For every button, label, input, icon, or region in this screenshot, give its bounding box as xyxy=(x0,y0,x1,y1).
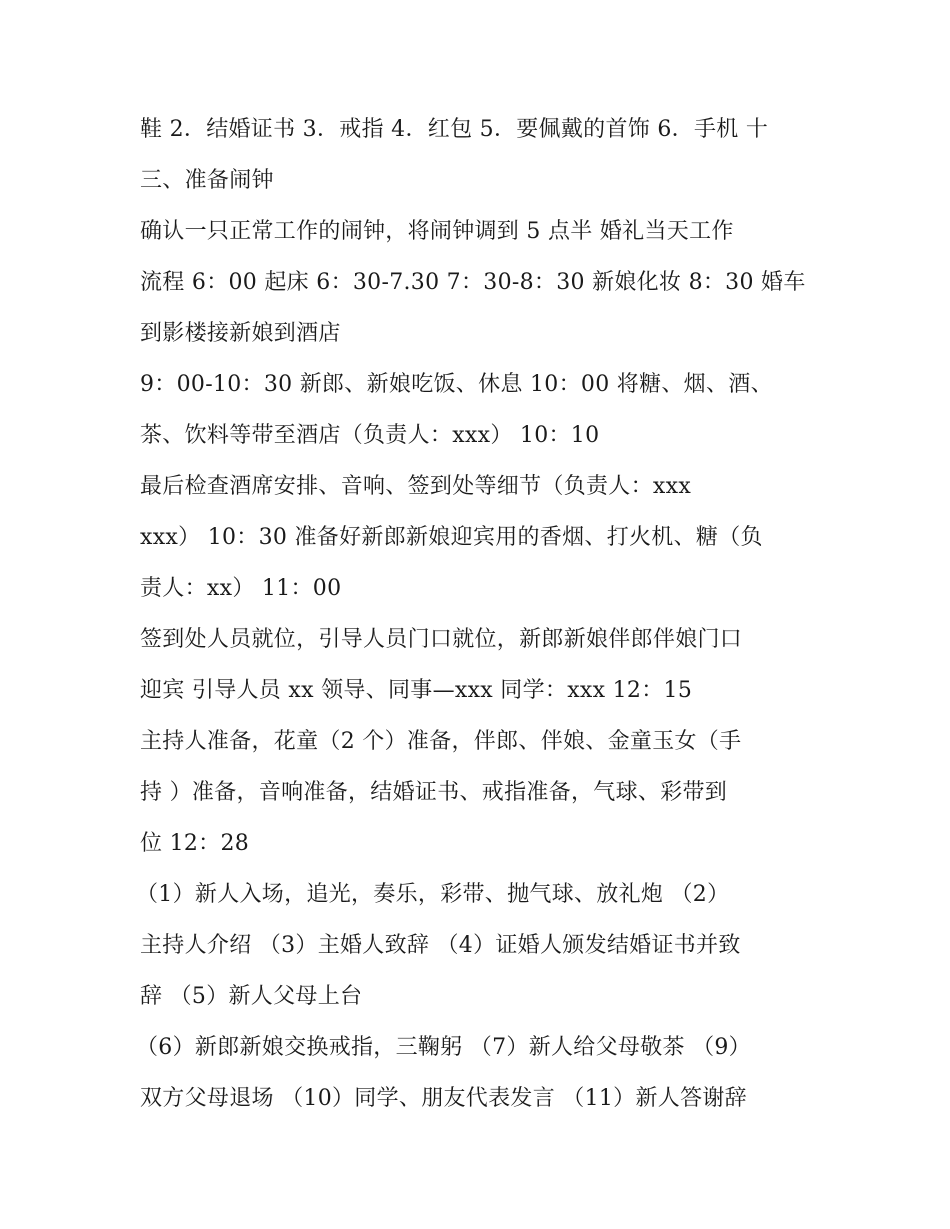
text-line: 到影楼接新娘到酒店 xyxy=(140,321,341,346)
text-line: 迎宾 引导人员 xx 领导、同事—xxx 同学：xxx 12：15 xyxy=(140,678,693,703)
text-line: 责人：xx） 11：00 xyxy=(140,576,342,601)
text-line: 茶、饮料等带至酒店（负责人：xxx） 10：10 xyxy=(140,423,600,448)
text-line: （1）新人入场，追光，奏乐，彩带、抛气球、放礼炮 （2） xyxy=(136,882,730,907)
text-line: 签到处人员就位，引导人员门口就位，新郎新娘伴郎伴娘门口 xyxy=(140,627,743,652)
text-line: 位 12：28 xyxy=(140,831,250,856)
text-line: 辞 （5）新人父母上台 xyxy=(140,984,363,1009)
text-line: 主持人准备，花童（2 个）准备，伴郎、伴娘、金童玉女（手 xyxy=(140,729,742,754)
text-line: 流程 6：00 起床 6：30-7.30 7：30-8：30 新娘化妆 8：30 婚车 xyxy=(140,270,806,295)
text-line: 主持人介绍 （3）主婚人致辞 （4）证婚人颁发结婚证书并致 xyxy=(140,933,741,958)
text-line: 三、准备闹钟 xyxy=(140,168,274,193)
text-line: 持 ）准备，音响准备，结婚证书、戒指准备，气球、彩带到 xyxy=(140,780,728,805)
text-line: （6）新郎新娘交换戒指，三鞠躬 （7）新人给父母敬茶 （9） xyxy=(136,1035,751,1060)
text-line: 双方父母退场 （10）同学、朋友代表发言 （11）新人答谢辞 xyxy=(140,1086,747,1111)
text-line: 最后检查酒席安排、音响、签到处等细节（负责人：xxx xyxy=(140,474,692,499)
document-body xyxy=(136,104,820,1124)
text-line: 鞋 2．结婚证书 3．戒指 4．红包 5．要佩戴的首饰 6．手机 十 xyxy=(140,117,769,142)
text-line: 9：00-10：30 新郎、新娘吃饭、休息 10：00 将糖、烟、酒、 xyxy=(140,372,773,397)
text-line: xxx） 10：30 准备好新郎新娘迎宾用的香烟、打火机、糖（负 xyxy=(140,525,763,550)
text-line: 确认一只正常工作的闹钟，将闹钟调到 5 点半 婚礼当天工作 xyxy=(140,219,734,244)
